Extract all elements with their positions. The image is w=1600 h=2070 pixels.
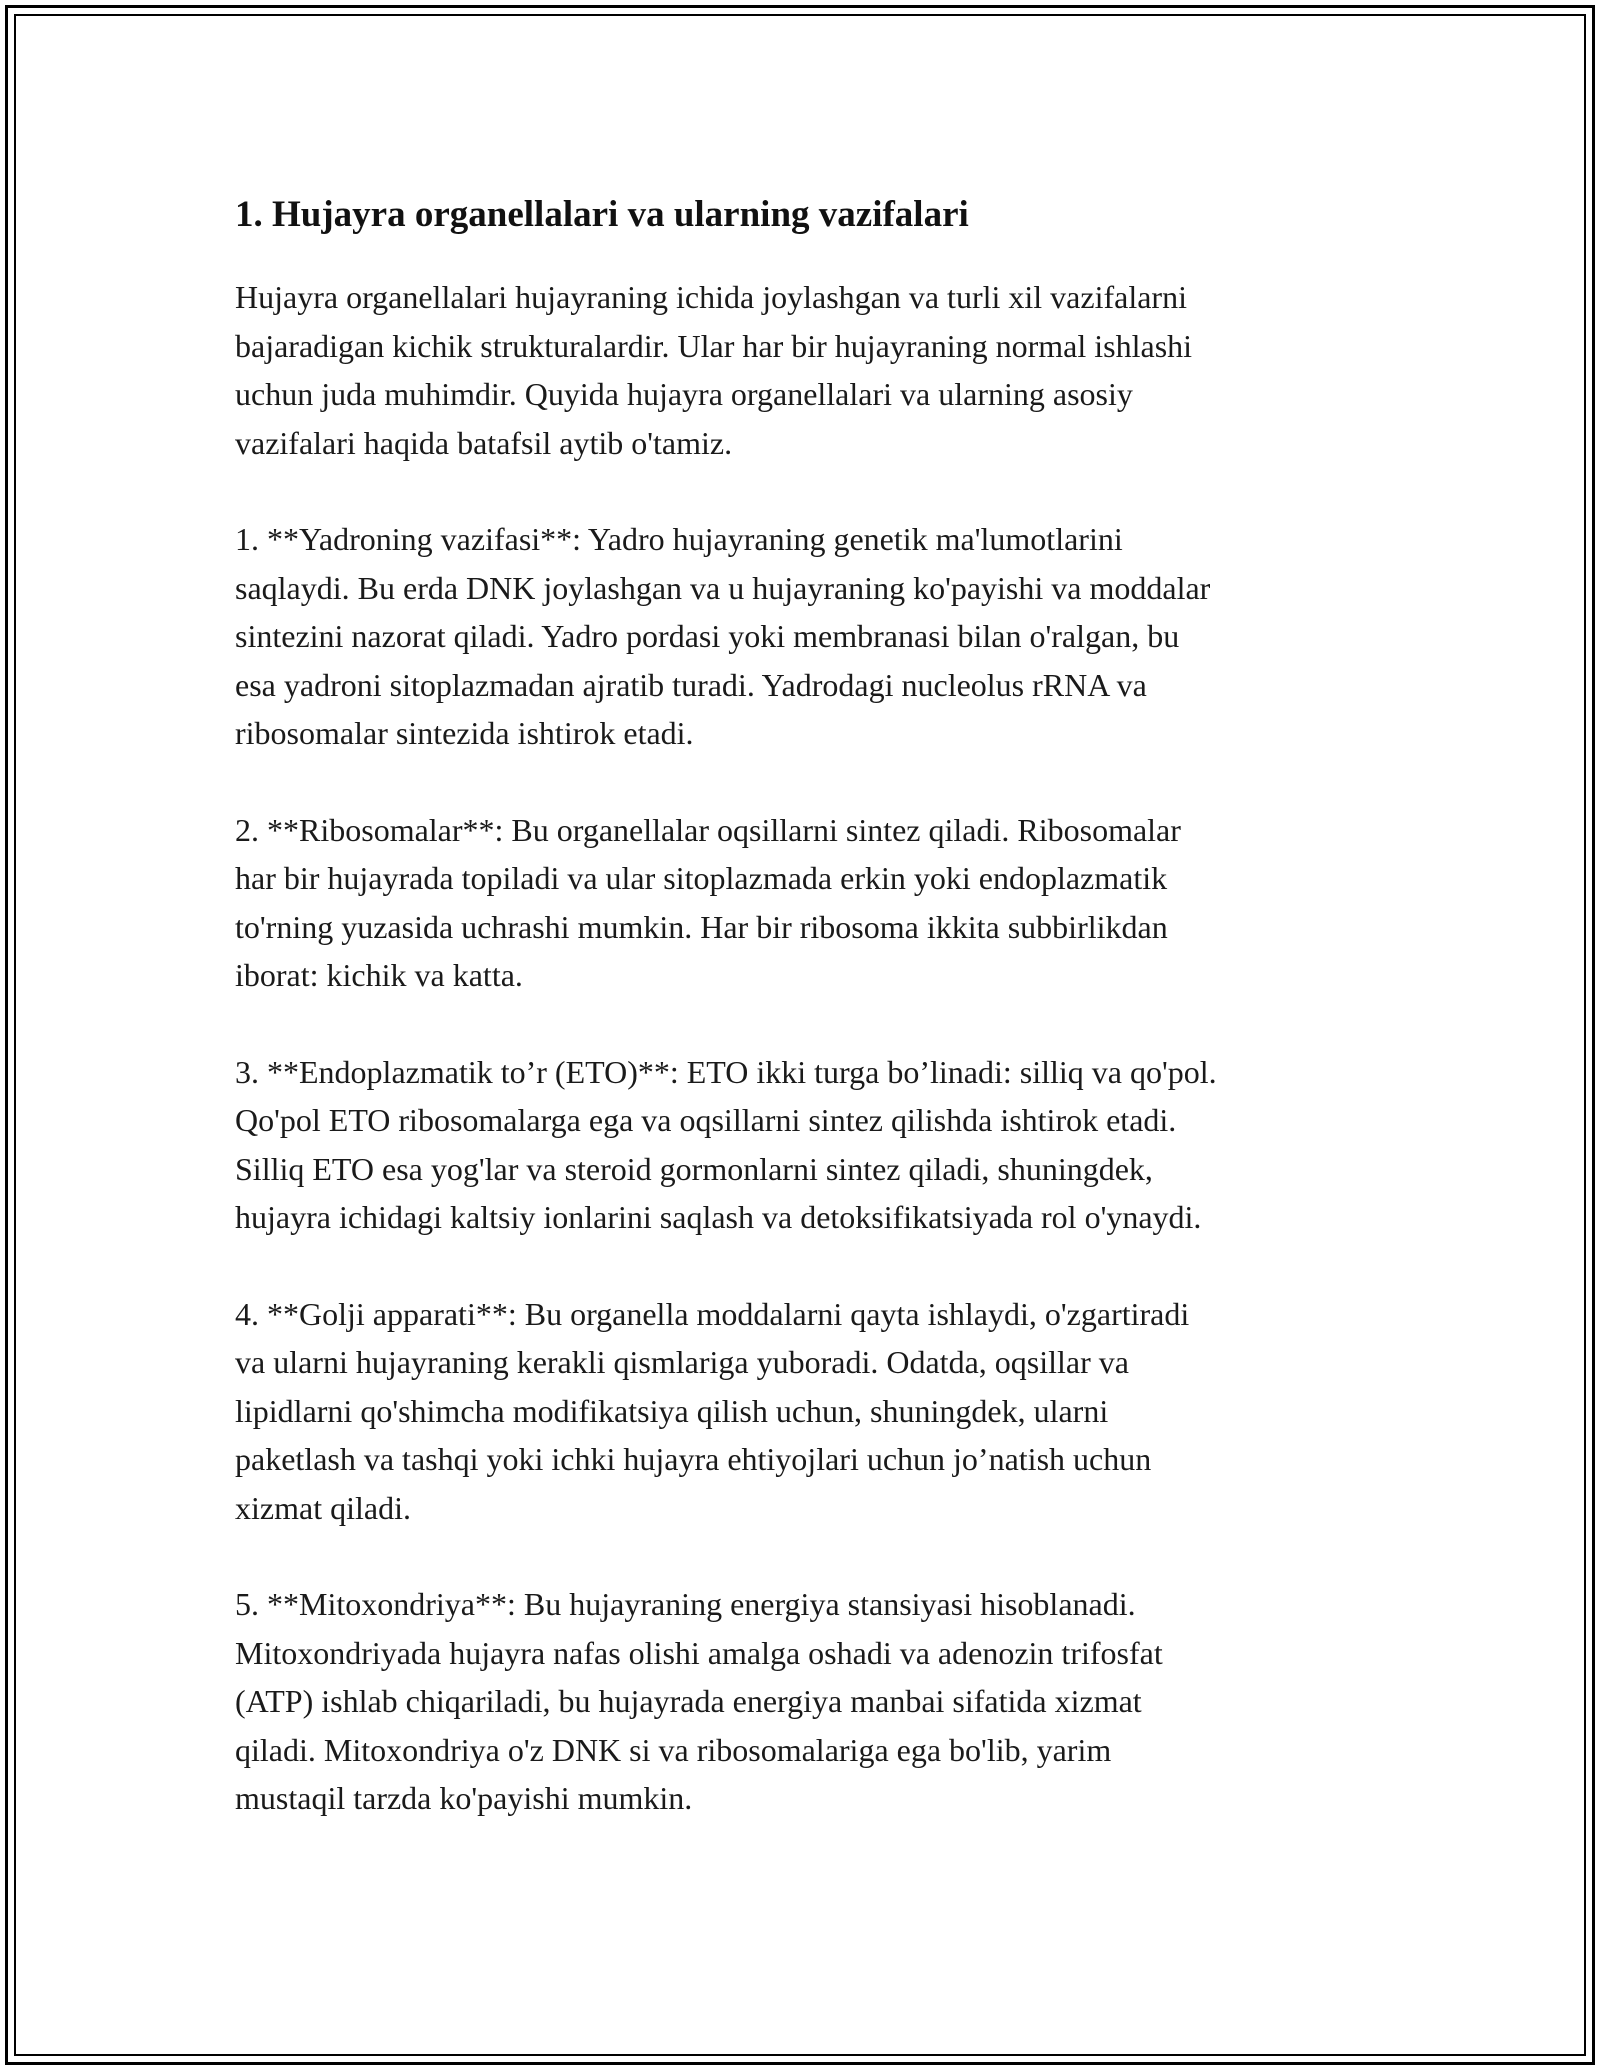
paragraph-mitochondria: 5. **Mitoxondriya**: Bu hujayraning energiya stansiyasi hisoblanadi. Mitoxondriyada hujayra nafas olishi amalga oshadi va adenozin trifosfat (ATP) ishlab chiqariladi, bu hujayrada energiya manbai sifatida xizmat qiladi. Mitoxondriya o'z DNK si va ribosomalariga ega bo'lib, yarim mustaqil tarzda ko'payishi mumkin. <box>235 1586 1163 1816</box>
document-title: 1. Hujayra organellalari va ularning vazifalari <box>235 194 969 235</box>
intro-paragraph: Hujayra organellalari hujayraning ichida joylashgan va turli xil vazifalarni bajaradigan kichik strukturalardir. Ular har bir hujayraning normal ishlashi uchun juda muhimdir. Quyida hujayra organellalari va ularning asosiy vazifalari haqida batafsil aytib o'tamiz. <box>235 279 1193 461</box>
paragraph-nucleus: 1. **Yadroning vazifasi**: Yadro hujayraning genetik ma'lumotlarini saqlaydi. Bu erda DNK joylashgan va u hujayraning ko'payishi va moddalar sintezini nazorat qiladi. Yadro pordasi yoki membranasi bilan o'ralgan, bu esa yadroni sitoplazmadan ajratib turadi. Yadrodagi nucleolus rRNA va ribosomalar sintezida ishtirok etadi. <box>235 521 1211 751</box>
paragraph-ribosomes: 2. **Ribosomalar**: Bu organellalar oqsillarni sintez qiladi. Ribosomalar har bir hujayrada topiladi va ular sitoplazmada erkin yoki endoplazmatik to'rning yuzasida uchrashi mumkin. Har bir ribosoma ikkita subbirlikdan iborat: kichik va katta. <box>235 811 1181 993</box>
paragraph-endoplasmic-reticulum: 3. **Endoplazmatik to’r (ETO)**: ETO ikki turga bo’linadi: silliq va qo'pol. Qo'pol ETO ribosomalarga ega va oqsillarni sintez qilishda ishtirok etadi. Silliq ETO esa yog'lar va steroid gormonlarni sintez qiladi, shuningdek, hujayra ichidagi kaltsiy ionlarini saqlash va detoksifikatsiyada rol o'ynaydi. <box>235 1053 1217 1235</box>
paragraph-golgi-apparatus: 4. **Golji apparati**: Bu organella moddalarni qayta ishlaydi, o'zgartiradi va ularni hujayraning kerakli qismlariga yuboradi. Odatda, oqsillar va lipidlarni qo'shimcha modifikatsiya qilish uchun, shuningdek, ularni paketlash va tashqi yoki ichki hujayra ehtiyojlari uchun jo’natish uchun xizmat qiladi. <box>235 1295 1190 1526</box>
document-body <box>235 187 1385 1871</box>
